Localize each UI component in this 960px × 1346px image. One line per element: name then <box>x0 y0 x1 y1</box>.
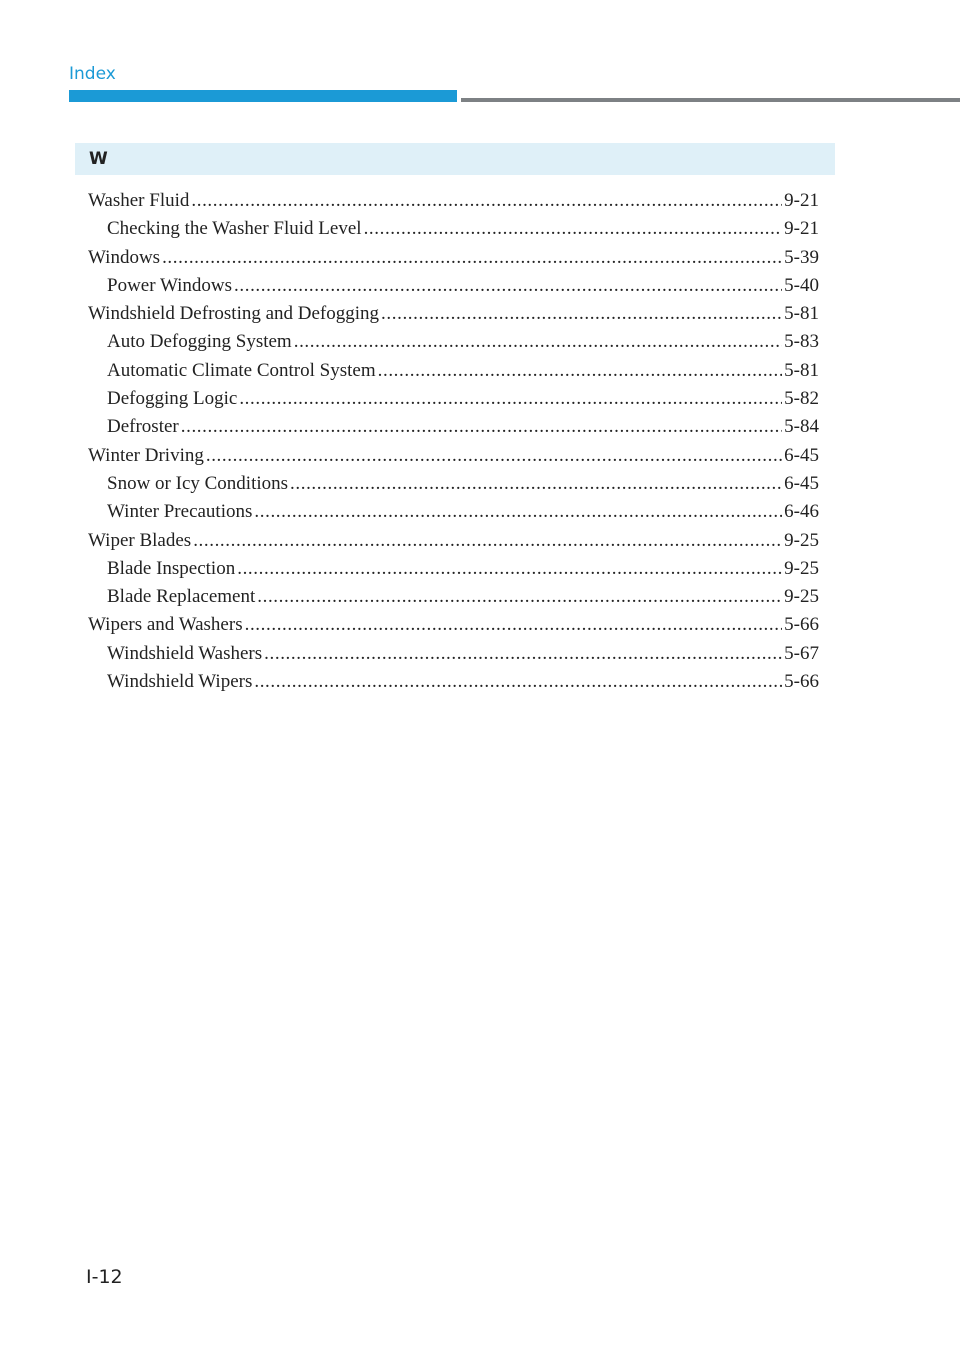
leader-dots <box>257 583 782 611</box>
index-subentry[interactable] <box>88 413 819 441</box>
entry-label: Checking the Washer Fluid Level <box>107 218 362 240</box>
leader-dots <box>364 215 783 243</box>
entry-page-ref: 5-67 <box>784 642 819 664</box>
section-header-band <box>75 143 835 175</box>
entry-page-ref: 9-25 <box>784 529 819 551</box>
entry-label: Winter Driving <box>88 444 204 466</box>
index-subentry[interactable] <box>88 385 819 413</box>
leader-dots <box>290 470 782 498</box>
entry-page-ref: 5-40 <box>784 274 819 296</box>
entry-page-ref: 9-25 <box>784 586 819 608</box>
entry-page-ref: 6-46 <box>784 501 819 523</box>
leader-dots <box>193 527 782 555</box>
section-letter: W <box>89 149 108 169</box>
entry-page-ref: 9-21 <box>784 218 819 240</box>
entry-label: Automatic Climate Control System <box>107 359 376 381</box>
index-subentry[interactable] <box>88 328 819 356</box>
leader-dots <box>264 640 782 668</box>
leader-dots <box>206 442 782 470</box>
index-entry[interactable] <box>88 611 819 639</box>
entry-label: Snow or Icy Conditions <box>107 472 289 494</box>
index-entry[interactable] <box>88 187 819 215</box>
leader-dots <box>234 272 782 300</box>
index-entry[interactable] <box>88 244 819 272</box>
header-gray-rule <box>461 98 960 102</box>
header-accent-rule <box>69 90 457 102</box>
entry-label: Winter Precautions <box>107 501 253 523</box>
entry-page-ref: 5-82 <box>784 388 819 410</box>
index-subentry[interactable] <box>88 357 819 385</box>
index-subentry[interactable] <box>88 555 819 583</box>
leader-dots <box>162 244 782 272</box>
leader-dots <box>237 555 782 583</box>
entry-label: Windshield Defrosting and Defogging <box>88 303 380 325</box>
leader-dots <box>378 357 783 385</box>
entry-page-ref: 5-81 <box>784 359 819 381</box>
entry-page-ref: 9-25 <box>784 557 819 579</box>
entry-label: Windshield Washers <box>107 642 263 664</box>
entry-page-ref: 9-21 <box>784 190 819 211</box>
index-entry[interactable] <box>88 442 819 470</box>
entry-page-ref: 6-45 <box>784 444 819 466</box>
index-subentry[interactable] <box>88 668 819 696</box>
entry-page-ref: 5-66 <box>784 671 819 693</box>
leader-dots <box>254 668 782 696</box>
index-entry[interactable] <box>88 300 819 328</box>
index-subentry[interactable] <box>88 215 819 243</box>
leader-dots <box>181 413 782 441</box>
entry-page-ref: 5-39 <box>784 246 819 268</box>
entry-label: Windows <box>88 246 161 268</box>
entry-page-ref: 5-84 <box>784 416 819 438</box>
leader-dots <box>239 385 782 413</box>
leader-dots <box>245 611 783 639</box>
entry-page-ref: 6-45 <box>784 472 819 494</box>
index-subentry[interactable] <box>88 498 819 526</box>
leader-dots <box>254 498 782 526</box>
index-subentry[interactable] <box>88 272 819 300</box>
page-header-title: Index <box>69 64 116 84</box>
page-number: I-12 <box>86 1266 123 1288</box>
leader-dots <box>294 328 782 356</box>
entry-label: Washer Fluid <box>88 190 190 211</box>
entry-page-ref: 5-81 <box>784 303 819 325</box>
leader-dots <box>191 187 782 215</box>
entry-label: Blade Replacement <box>107 586 256 608</box>
entry-label: Windshield Wipers <box>107 671 253 693</box>
entry-label: Blade Inspection <box>107 557 236 579</box>
entry-label: Wiper Blades <box>88 529 192 551</box>
entry-page-ref: 5-83 <box>784 331 819 353</box>
leader-dots <box>381 300 782 328</box>
entry-label: Wipers and Washers <box>88 614 243 636</box>
entry-page-ref: 5-66 <box>784 614 819 636</box>
entry-label: Auto Defogging System <box>107 331 292 353</box>
entry-label: Power Windows <box>107 274 233 296</box>
entry-label: Defogging Logic <box>107 388 238 410</box>
index-subentry[interactable] <box>88 640 819 668</box>
index-entry-list <box>88 187 819 696</box>
index-subentry[interactable] <box>88 470 819 498</box>
index-subentry[interactable] <box>88 583 819 611</box>
entry-label: Defroster <box>107 416 179 438</box>
index-entry[interactable] <box>88 527 819 555</box>
